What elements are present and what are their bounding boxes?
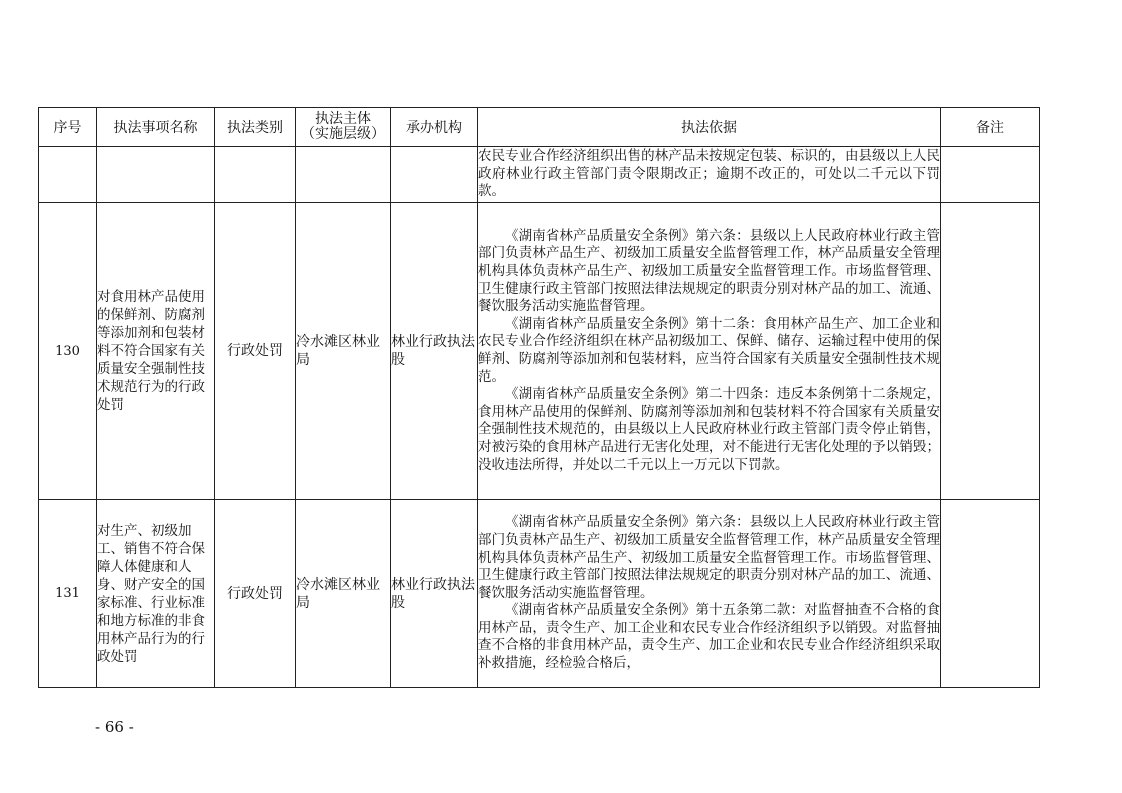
row-name: 对生产、初级加工、销售不符合保障人体健康和人身、财产安全的国家标准、行业标准和地方标准的非食用林产品行为的行政处罚 <box>97 500 215 688</box>
table-row <box>39 500 1040 688</box>
row-subject: 冷水滩区林业局 <box>296 203 391 500</box>
row-subject: 冷水滩区林业局 <box>296 500 391 688</box>
header-no: 序号 <box>39 108 97 147</box>
row-remark <box>941 500 1040 688</box>
row-subject <box>296 147 391 203</box>
table-row <box>39 147 1040 203</box>
row-remark <box>941 147 1040 203</box>
row-basis <box>478 147 941 203</box>
header-basis: 执法依据 <box>478 108 941 147</box>
row-no <box>39 147 97 203</box>
law-enforcement-table <box>38 107 1040 688</box>
header-org: 承办机构 <box>391 108 478 147</box>
row-org <box>391 147 478 203</box>
row-org: 林业行政执法股 <box>391 500 478 688</box>
row-org: 林业行政执法股 <box>391 203 478 500</box>
basis-paragraph: 《湖南省林产品质量安全条例》第十五条第二款：对监督抽查不合格的食用林产品，责令生产、加工企业和农民专业合作经济组织予以销毁。对监督抽查不合格的非食用林产品，责令生产、加工企业和农民专业合作经济组织采取补救措施，经检验合格后， <box>478 602 940 672</box>
table-row <box>39 203 1040 500</box>
header-category: 执法类别 <box>215 108 296 147</box>
row-category: 行政处罚 <box>215 500 296 688</box>
row-basis <box>478 500 941 688</box>
basis-paragraph: 《湖南省林产品质量安全条例》第二十四条：违反本条例第十二条规定，食用林产品使用的保鲜剂、防腐剂等添加剂和包装材料不符合国家有关质量安全强制性技术规范的，由县级以上人民政府林业行政主管部门责令停止销售，对被污染的食用林产品进行无害化处理，对不能进行无害化处理的予以销毁；没收违法所得，并处以二千元以上一万元以下罚款。 <box>478 386 940 473</box>
header-subject <box>296 108 391 147</box>
basis-paragraph: 农民专业合作经济组织出售的林产品未按规定包装、标识的，由县级以上人民政府林业行政主管部门责令限期改正；逾期不改正的，可处以二千元以下罚款。 <box>478 148 940 200</box>
basis-paragraph: 《湖南省林产品质量安全条例》第十二条：食用林产品生产、加工企业和农民专业合作经济组织在林产品初级加工、保鲜、储存、运输过程中使用的保鲜剂、防腐剂等添加剂和包装材料，应当符合国家有关质量安全强制性技术规范。 <box>478 315 940 385</box>
row-name: 对食用林产品使用的保鲜剂、防腐剂等添加剂和包装材料不符合国家有关质量安全强制性技术规范行为的行政处罚 <box>97 203 215 500</box>
basis-paragraph: 《湖南省林产品质量安全条例》第六条：县级以上人民政府林业行政主管部门负责林产品生产、初级加工质量安全监督管理工作，林产品质量安全管理机构具体负责林产品生产、初级加工质量安全监督管理工作。市场监督管理、卫生健康行政主管部门按照法律法规规定的职责分别对林产品的加工、流通、餐饮服务活动实施监督管理。 <box>478 514 940 601</box>
header-name: 执法事项名称 <box>97 108 215 147</box>
row-no: 131 <box>39 500 97 688</box>
row-basis <box>478 203 941 500</box>
page-number: - 66 - <box>95 718 134 736</box>
row-name <box>97 147 215 203</box>
row-no: 130 <box>39 203 97 500</box>
header-row <box>39 108 1040 147</box>
row-remark <box>941 203 1040 500</box>
row-category: 行政处罚 <box>215 203 296 500</box>
header-remark: 备注 <box>941 108 1040 147</box>
header-subject-line2: （实施层级） <box>301 126 385 142</box>
basis-paragraph: 《湖南省林产品质量安全条例》第六条：县级以上人民政府林业行政主管部门负责林产品生产、初级加工质量安全监督管理工作，林产品质量安全管理机构具体负责林产品生产、初级加工质量安全监督管理工作。市场监督管理、卫生健康行政主管部门按照法律法规规定的职责分别对林产品的加工、流通、餐饮服务活动实施监督管理。 <box>478 227 940 315</box>
row-category <box>215 147 296 203</box>
header-subject-line1: 执法主体 <box>315 111 371 127</box>
